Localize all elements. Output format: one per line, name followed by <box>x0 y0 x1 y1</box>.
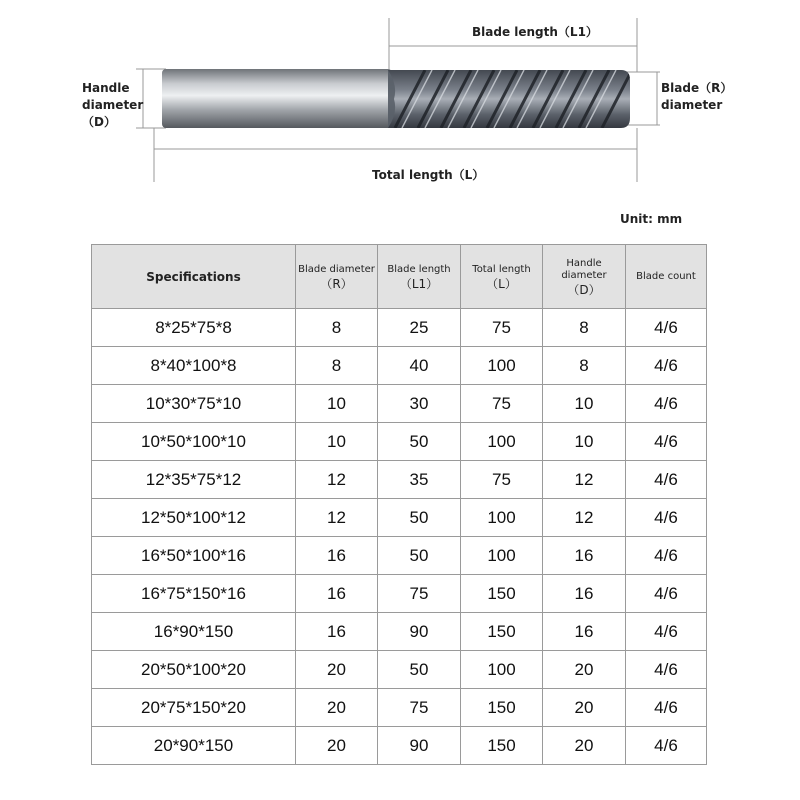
table-row <box>92 575 707 613</box>
table-cell: 10*30*75*10 <box>92 385 296 423</box>
table-cell: 35 <box>378 461 461 499</box>
header-specifications <box>92 245 296 309</box>
table-cell: 50 <box>378 499 461 537</box>
table-cell: 16 <box>543 613 626 651</box>
table-cell: 4/6 <box>626 461 707 499</box>
header-total-length <box>461 245 543 309</box>
table-cell: 25 <box>378 309 461 347</box>
header-symbol: （L） <box>486 276 517 291</box>
table-row <box>92 461 707 499</box>
table-row <box>92 309 707 347</box>
table-cell: 16*90*150 <box>92 613 296 651</box>
table-row <box>92 727 707 765</box>
table-cell: 4/6 <box>626 537 707 575</box>
table-cell: 100 <box>461 651 543 689</box>
table-cell: 20 <box>296 727 378 765</box>
total-length-label: Total length（L） <box>372 168 485 182</box>
table-cell: 20 <box>296 651 378 689</box>
table-cell: 4/6 <box>626 613 707 651</box>
table-cell: 100 <box>461 347 543 385</box>
table-cell: 150 <box>461 613 543 651</box>
specifications-table <box>91 244 707 765</box>
end-mill-diagram <box>0 0 800 200</box>
table-cell: 8 <box>296 309 378 347</box>
handle-diameter-label-line3: （D） <box>82 115 116 129</box>
table-cell: 4/6 <box>626 309 707 347</box>
blade-diameter-label-line1: Blade（R） <box>661 81 733 95</box>
header-text: Specifications <box>146 269 241 284</box>
table-row <box>92 537 707 575</box>
table-cell: 100 <box>461 537 543 575</box>
table-cell: 16 <box>543 575 626 613</box>
table-cell: 4/6 <box>626 575 707 613</box>
table-cell: 16*75*150*16 <box>92 575 296 613</box>
table-cell: 30 <box>378 385 461 423</box>
table-header-row <box>92 245 707 309</box>
table-cell: 12*35*75*12 <box>92 461 296 499</box>
table-cell: 16*50*100*16 <box>92 537 296 575</box>
table-cell: 10*50*100*10 <box>92 423 296 461</box>
handle-diameter-label-line2: diameter <box>82 98 144 112</box>
table-row <box>92 613 707 651</box>
table-cell: 10 <box>543 385 626 423</box>
table-cell: 10 <box>543 423 626 461</box>
table-row <box>92 385 707 423</box>
handle-diameter-label <box>82 80 143 131</box>
table-cell: 100 <box>461 423 543 461</box>
table-cell: 12 <box>543 461 626 499</box>
table-cell: 8 <box>543 309 626 347</box>
table-cell: 20*90*150 <box>92 727 296 765</box>
table-cell: 20 <box>296 689 378 727</box>
table-body <box>92 309 707 765</box>
table-cell: 4/6 <box>626 727 707 765</box>
table-cell: 12 <box>543 499 626 537</box>
table-cell: 4/6 <box>626 423 707 461</box>
header-text: Handle diameter <box>561 257 607 281</box>
header-symbol: （R） <box>320 276 353 291</box>
table-cell: 8*40*100*8 <box>92 347 296 385</box>
handle-diameter-label-line1: Handle <box>82 81 130 95</box>
table-cell: 16 <box>543 537 626 575</box>
table-cell: 75 <box>378 575 461 613</box>
table-cell: 12*50*100*12 <box>92 499 296 537</box>
table-cell: 8*25*75*8 <box>92 309 296 347</box>
table-cell: 20*75*150*20 <box>92 689 296 727</box>
table-cell: 4/6 <box>626 385 707 423</box>
table-cell: 20 <box>543 727 626 765</box>
header-text: Blade diameter <box>298 263 375 275</box>
table-cell: 16 <box>296 575 378 613</box>
table-cell: 75 <box>378 689 461 727</box>
table-cell: 4/6 <box>626 689 707 727</box>
table-row <box>92 499 707 537</box>
table-cell: 50 <box>378 651 461 689</box>
table-cell: 12 <box>296 461 378 499</box>
blade-diameter-label <box>661 80 732 114</box>
header-blade-count <box>626 245 707 309</box>
table-cell: 90 <box>378 613 461 651</box>
table-cell: 75 <box>461 309 543 347</box>
table-cell: 10 <box>296 385 378 423</box>
table-cell: 40 <box>378 347 461 385</box>
table-cell: 4/6 <box>626 347 707 385</box>
table-row <box>92 347 707 385</box>
table-cell: 100 <box>461 499 543 537</box>
header-symbol: （L1） <box>399 276 439 291</box>
table-cell: 150 <box>461 689 543 727</box>
header-text: Blade length <box>387 263 451 275</box>
table-cell: 150 <box>461 727 543 765</box>
table-cell: 50 <box>378 423 461 461</box>
header-symbol: （D） <box>567 282 601 297</box>
table-cell: 50 <box>378 537 461 575</box>
table-cell: 75 <box>461 385 543 423</box>
table-cell: 16 <box>296 537 378 575</box>
blade-diameter-label-line2: diameter <box>661 98 723 112</box>
table-cell: 150 <box>461 575 543 613</box>
table-cell: 20*50*100*20 <box>92 651 296 689</box>
table-cell: 8 <box>543 347 626 385</box>
table-cell: 20 <box>543 651 626 689</box>
table-cell: 20 <box>543 689 626 727</box>
table-cell: 4/6 <box>626 651 707 689</box>
table-cell: 8 <box>296 347 378 385</box>
table-cell: 10 <box>296 423 378 461</box>
table-cell: 16 <box>296 613 378 651</box>
table-cell: 90 <box>378 727 461 765</box>
unit-label: Unit: mm <box>620 212 683 226</box>
blade-length-label: Blade length（L1） <box>472 25 598 39</box>
header-text: Blade count <box>636 270 696 282</box>
table-cell: 12 <box>296 499 378 537</box>
table-row <box>92 651 707 689</box>
table-row <box>92 689 707 727</box>
table-cell: 4/6 <box>626 499 707 537</box>
header-blade-diameter <box>296 245 378 309</box>
header-blade-length <box>378 245 461 309</box>
table-row <box>92 423 707 461</box>
table-cell: 75 <box>461 461 543 499</box>
header-text: Total length <box>472 263 531 275</box>
header-handle-diameter <box>543 245 626 309</box>
